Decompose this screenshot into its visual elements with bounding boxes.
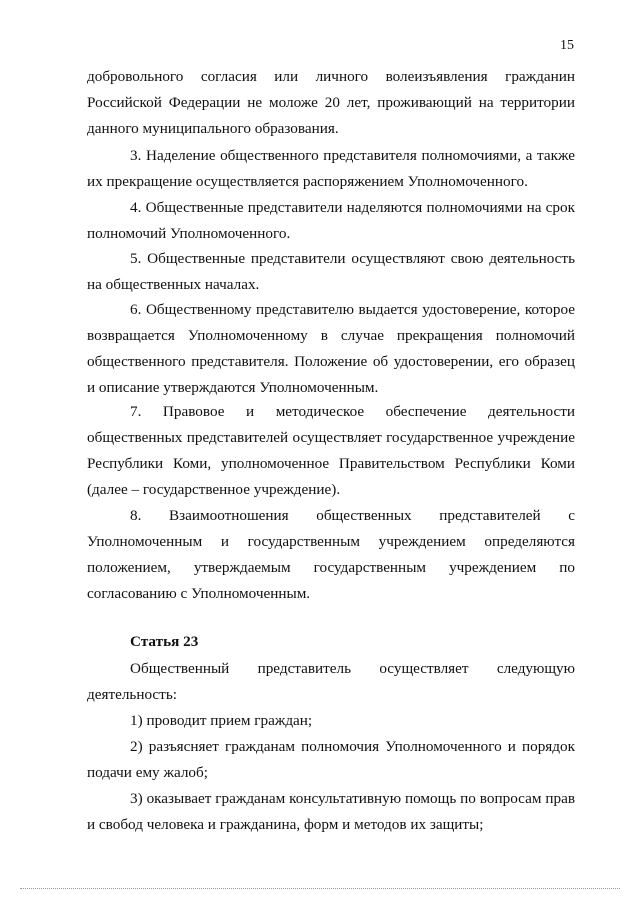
article-heading: Статья 23 xyxy=(130,633,199,650)
paragraph-5: 5. Общественные представители осуществляют свою деятельность на общественных началах. xyxy=(87,250,575,293)
paragraph-8: 8. Взаимоотношения общественных представителей с Уполномоченным и государственным учреждением определяются положением, утверждаемым государственным учреждением по согласованию с Уполномоченным. xyxy=(87,507,575,602)
scan-bottom-edge xyxy=(20,888,620,889)
page-number: 15 xyxy=(560,38,574,53)
paragraph-3: 3. Наделение общественного представителя полномочиями, а также их прекращение осуществляется распоряжением Уполномоченного. xyxy=(87,147,575,190)
list-item-1: 1) проводит прием граждан; xyxy=(130,712,313,729)
article-intro: Общественный представитель осуществляет следующую деятельность: xyxy=(87,660,575,703)
paragraph-7: 7. Правовое и методическое обеспечение деятельности общественных представителей осуществляет государственное учреждение Республики Коми, уполномоченное Правительством Республики Коми (далее – государственное учреждение). xyxy=(87,403,575,498)
paragraph-6: 6. Общественному представителю выдается удостоверение, которое возвращается Уполномоченному в случае прекращения полномочий общественного представителя. Положение об удостоверении, его образец и описание утверждаются Уполномоченным. xyxy=(87,301,575,396)
list-item-3: 3) оказывает гражданам консультативную помощь по вопросам прав и свобод человека и гражданина, форм и методов их защиты; xyxy=(87,790,575,833)
list-item-2: 2) разъясняет гражданам полномочия Уполномоченного и порядок подачи ему жалоб; xyxy=(87,738,575,781)
paragraph-4: 4. Общественные представители наделяются полномочиями на срок полномочий Уполномоченного. xyxy=(87,199,575,242)
paragraph-continuation: добровольного согласия или личного волеизъявления гражданин Российской Федерации не моложе 20 лет, проживающий на территории данного муниципального образования. xyxy=(87,68,575,137)
